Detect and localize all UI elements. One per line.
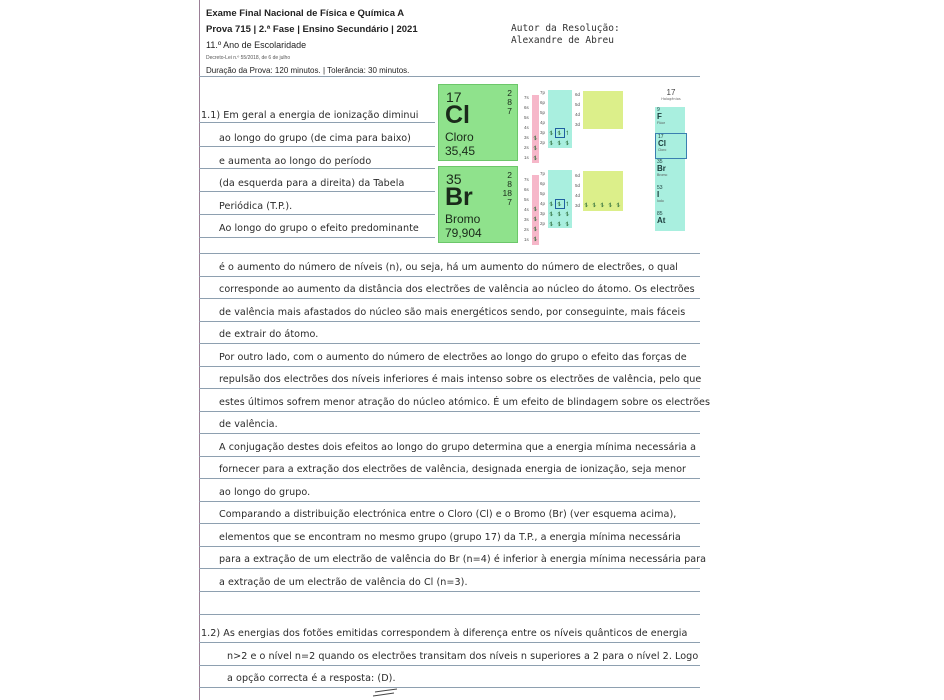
answer-line: para a extração de um electrão de valência do Br (n=4) é inferior à energia mínima necessária para <box>219 554 707 565</box>
ruled-line <box>199 665 700 666</box>
ruled-line <box>199 523 700 524</box>
answer-line: corresponde ao aumento da distância dos electrões de valência ao núcleo do átomo. Os electrões <box>219 284 695 295</box>
answer-line: de extrair do átomo. <box>219 329 319 340</box>
answer-line: de valência mais afastados do núcleo são mais energéticos sendo, por conseguinte, mais fáceis <box>219 307 686 318</box>
double-underline-mark <box>372 688 400 698</box>
answer-line: Periódica (T.P.). <box>219 201 293 212</box>
ruled-line <box>199 237 435 238</box>
answer-line: 1.1) Em geral a energia de ionização diminui <box>201 110 419 121</box>
author-block <box>511 23 620 47</box>
group17-element-i: 53 I Iodo <box>655 185 685 211</box>
answer-line: Ao longo do grupo o efeito predominante <box>219 223 419 234</box>
exam-prova: Prova 715 | 2.ª Fase | Ensino Secundário | 2021 <box>206 24 418 35</box>
element-card-chlorine <box>438 84 518 161</box>
element-card-bromine <box>438 166 518 243</box>
ruled-line <box>199 253 700 254</box>
ruled-line <box>199 146 435 147</box>
ruled-line <box>199 433 700 434</box>
author-name: Alexandre de Abreu <box>511 35 614 46</box>
author-label: Autor da Resolução: <box>511 23 620 34</box>
exam-title: Exame Final Nacional de Física e Química A <box>206 8 405 19</box>
ruled-line <box>199 76 700 77</box>
answer-line: (da esquerda para a direita) da Tabela <box>219 178 405 189</box>
atomic-mass: 35,45 <box>445 144 476 158</box>
ruled-line <box>199 321 700 322</box>
group17-element-at: 85 At <box>655 211 685 231</box>
ruled-line <box>199 168 435 169</box>
answer-line: Por outro lado, com o aumento do número de electrões ao longo do grupo o efeito das forças de <box>219 352 687 363</box>
ruled-line <box>199 214 435 215</box>
ruled-line <box>199 343 700 344</box>
exam-year: 11.º Ano de Escolaridade <box>206 40 307 50</box>
element-symbol: Br <box>445 183 473 211</box>
ruled-line <box>199 687 700 688</box>
answer-line: a extração de um electrão de valência do Cl (n=3). <box>219 577 468 588</box>
group-number: 17 <box>666 88 676 97</box>
answer-line: elementos que se encontram no mesmo grupo (grupo 17) da T.P., a energia mínima necessária <box>219 532 681 543</box>
exam-decree: Decreto-Lei n.º 55/2018, de 6 de julho <box>206 55 291 61</box>
ruled-line <box>199 614 700 615</box>
answer-line: A conjugação destes dois efeitos ao longo do grupo determina que a energia mínima necessária a <box>219 442 697 453</box>
answer-line: ao longo do grupo. <box>219 487 311 498</box>
ruled-line <box>199 122 435 123</box>
atomic-mass: 79,904 <box>445 226 482 240</box>
group17-element-cl: 17 Cl Cloro <box>655 133 687 159</box>
exam-duration: Duração da Prova: 120 minutos. | Tolerância: 30 minutos. <box>206 66 410 75</box>
ruled-line <box>199 568 700 569</box>
ruled-line <box>199 411 700 412</box>
ruled-line <box>199 366 700 367</box>
group-label: Halogénios <box>661 97 681 101</box>
element-name: Cloro <box>445 130 474 144</box>
answer-line: Comparando a distribuição electrónica entre o Cloro (Cl) e o Bromo (Br) (ver esquema acima), <box>219 509 677 520</box>
margin-line <box>199 0 200 700</box>
group17-element-f: 9 F Flúor <box>655 107 685 133</box>
electron-shells: 2 8 18 7 <box>502 170 512 207</box>
d-orbitals <box>583 91 623 129</box>
atomic-number: 35 <box>446 171 462 187</box>
element-symbol: Cl <box>445 101 470 129</box>
ruled-line <box>199 642 700 643</box>
answer-line: e aumenta ao longo do período <box>219 156 372 167</box>
s-orbitals <box>532 95 539 163</box>
answer-line: 1.2) As energias dos fotões emitidas correspondem à diferença entre os níveis quânticos de energia <box>201 628 688 639</box>
ruled-line <box>199 546 700 547</box>
answer-line: ao longo do grupo (de cima para baixo) <box>219 133 411 144</box>
answer-line: estes últimos sofrem menor atração do núcleo atómico. É um efeito de blindagem sobre os electrões <box>219 397 711 408</box>
ruled-line <box>199 191 435 192</box>
electron-shells: 2 8 7 <box>507 88 512 116</box>
answer-line: n>2 e o nível n=2 quando os electrões transitam dos níveis n superiores a 2 para o nível 2. Logo <box>227 651 699 662</box>
answer-line: a opção correcta é a resposta: (D). <box>227 673 396 684</box>
answer-line: repulsão dos electrões dos níveis inferiores é mais intenso sobre os electrões de valência, pelo que <box>219 374 702 385</box>
ruled-line <box>199 276 700 277</box>
atomic-number: 17 <box>446 89 462 105</box>
element-name: Bromo <box>445 212 481 226</box>
ruled-line <box>199 456 700 457</box>
ruled-line <box>199 478 700 479</box>
ruled-line <box>199 501 700 502</box>
answer-line: de valência. <box>219 419 278 430</box>
ruled-line <box>199 591 700 592</box>
ruled-line <box>199 388 700 389</box>
group17-element-br: 35 Br Bromo <box>655 159 685 185</box>
answer-line: é o aumento do número de níveis (n), ou seja, há um aumento do número de electrões, o qual <box>219 262 679 273</box>
notebook-page: Exame Final Nacional de Física e Química A Prova 715 | 2.ª Fase | Ensino Secundário | 2021 11.º Ano de Escolaridade Decreto-Lei n.º 55/2018, de 6 de julho Duração da Prova: 120 minutos. | Tolerância: 30 minutos. Autor da Resolução: Alexandre de Abreu 17 Cl Cloro 35,45 2 8 7 35 Br Bromo 79,904 2 8 18 7 7s 6s 5s 4s 3s 2s 1s ⥮ ⥮ ⥮ 7p 6p 5p 4p 3p 2p ⥮ ⥮ ↿ ⥮ ⥮ ⥮ 6d 5d 4d 3d 7s 6s 5s 4s 3s 2s 1s ⥮ ⥮ ⥮ ⥮ 7p 6p 5p 4p 3p 2p ⥮ ⥮ ↿ ⥮ ⥮ ⥮ ⥮ ⥮ ⥮ 6d 5d 4d 3d ⥮ ⥮ ⥮ ⥮ ⥮ 17 Halogénios 9 F Flúor 17 Cl Cloro 35 Br Bromo 53 I Iodo 85 At 1.1) Em geral a energia de ionização diminui ao longo do grupo (de cima para baixo) e aumenta ao longo do período (da esquerda para a direita) da Tabela Periódica (T.P.). Ao longo do grupo o efeito predominante é o aumento do número de níveis (n), ou seja, há um aumento do número de electrões, o qual corresponde ao aumento da distância dos electrões de valência ao núcleo do átomo. Os electrões de valência mais afastados do núcleo são mais energéticos sendo, por conseguinte, mais fáceis de extrair do átomo. Por outro lado, com o aumento do número de electrões ao longo do grupo o efeito das forças de repulsão dos electrões dos níveis inferiores é mais intenso sobre os electrões de valência, pelo que estes últimos sofrem menor atração do núcleo atómico. É um efeito de blindagem sobre os electrões de valência. A conjugação destes dois efeitos ao longo do grupo determina que a energia mínima necessária a fornecer para a extração dos electrões de valência, designada energia de ionização, seja menor ao longo do grupo. Comparando a distribuição electrónica entre o Cloro (Cl) e o Bromo (Br) (ver esquema acima), elementos que se encontram no mesmo grupo (grupo 17) da T.P., a energia mínima necessária para a extração de um electrão de valência do Br (n=4) é inferior à energia mínima necessária para a extração de um electrão de valência do Cl (n=3). 1.2) As energias dos fotões emitidas correspondem à diferença entre os níveis quânticos de energia n>2 e o nível n=2 quando os electrões transitam dos níveis n superiores a 2 para o nível 2. Logo a opção correcta é a resposta: (D). <box>0 0 944 700</box>
ruled-line <box>199 298 700 299</box>
answer-line: fornecer para a extração dos electrões de valência, designada energia de ionização, seja menor <box>219 464 687 475</box>
